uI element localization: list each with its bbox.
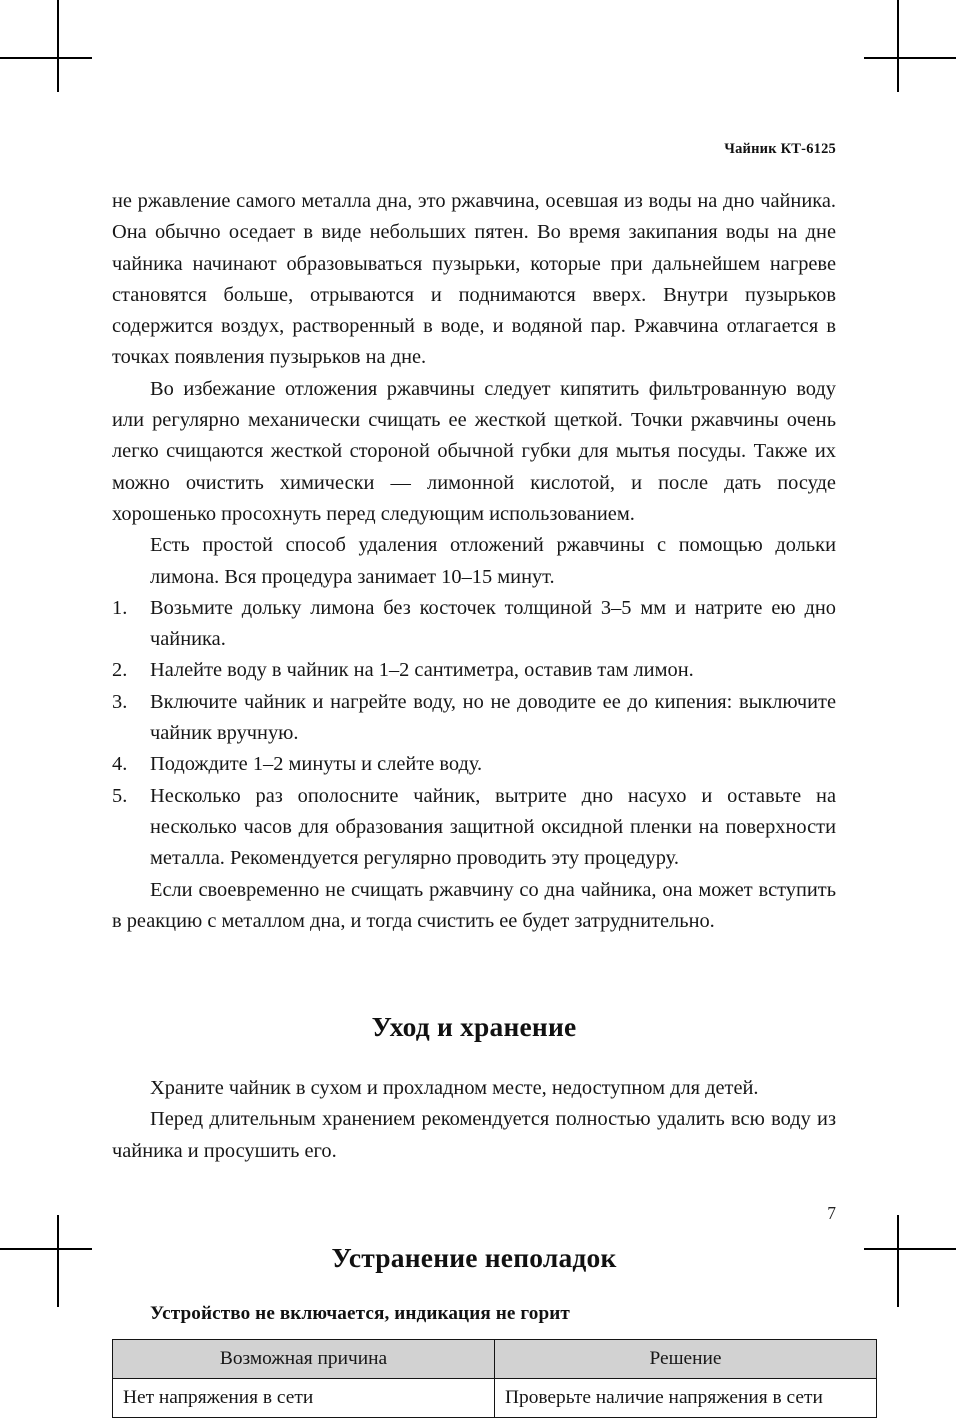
list-item: [112, 781, 836, 875]
list-item-text: Несколько раз ополосните чайник, вытрите дно насухо и оставьте на несколько часов для образования защитной оксидной пленки на поверхности металла. Рекомендуется регулярно проводить эту процедуру.: [150, 784, 836, 870]
table-header-row: [113, 1340, 877, 1379]
list-item-text: Включите чайник и нагрейте воду, но не доводите ее до кипения: выключите чайник вручную.: [150, 690, 836, 745]
paragraph-care-2: Перед длительным хранением рекомендуется полностью удалить всю воду из чайника и просушить его.: [112, 1108, 836, 1162]
table-body: [113, 1379, 877, 1418]
paragraph-care-1: Храните чайник в сухом и прохладном месте, недоступном для детей.: [150, 1077, 759, 1100]
paragraph-closing: Если своевременно не счищать ржавчину со дна чайника, она может вступить в реакцию с металлом дна, и тогда счистить ее будет затруднительно.: [112, 878, 836, 932]
page-number: 7: [827, 1203, 836, 1223]
section-heading-troubleshooting: Устранение неполадок: [331, 1242, 617, 1274]
list-item: [112, 687, 836, 750]
crop-mark-bottom-left-horizontal: [0, 1248, 92, 1250]
list-item: [112, 749, 836, 780]
list-item: [112, 655, 836, 686]
page-content: [112, 0, 836, 1409]
list-item-text: Подождите 1–2 минуты и слейте воду.: [150, 753, 483, 776]
paragraph-rust-origin: не ржавление самого металла дна, это ржавчина, осевшая из воды на дно чайника. Она обычно оседает в виде небольших пятен. Во время закипания воды на дне чайника начинают образовываться пузырьки, которые при дальнейшем нагреве становятся больше, отрываются и поднимаются вверх. Внутри пузырьков содержится воздух, растворенный в воде, и водяной пар. Ржавчина отлагается в точках появления пузырьков на дне.: [112, 190, 836, 369]
crop-mark-top-left-horizontal: [0, 57, 92, 59]
crop-mark-top-right-vertical: [897, 0, 899, 92]
crop-mark-bottom-right-vertical: [897, 1215, 899, 1307]
paragraph-lemon-intro: Есть простой способ удаления отложений ржавчины с помощью дольки лимона. Вся процедура занимает 10–15 минут.: [150, 534, 836, 588]
lemon-procedure-list: [112, 593, 836, 875]
table-cell-cause: Нет напряжения в сети: [113, 1379, 495, 1418]
table-cell-solution: Проверьте наличие напряжения в сети: [495, 1379, 877, 1418]
table-row: [113, 1379, 877, 1418]
table-column-header-solution: Решение: [495, 1340, 877, 1379]
list-item-text: Возьмите дольку лимона без косточек толщиной 3–5 мм и натрите ею дно чайника.: [150, 596, 836, 651]
paragraph-prevention: Во избежание отложения ржавчины следует кипятить фильтрованную воду или регулярно механически счищать ее жесткой щеткой. Точки ржавчины очень легко счищаются жесткой стороной обычной губки для мытья посуды. Также их можно очистить химически — лимонной кислотой, и после дать посуде хорошенько просохнуть перед следующим использованием.: [112, 377, 836, 525]
table-header: [113, 1340, 877, 1379]
crop-mark-top-right-horizontal: [864, 57, 956, 59]
list-item-text: Налейте воду в чайник на 1–2 сантиметра, оставив там лимон.: [150, 659, 694, 682]
list-item: [112, 593, 836, 656]
crop-mark-bottom-right-horizontal: [864, 1248, 956, 1250]
table-column-header-cause: Возможная причина: [113, 1340, 495, 1379]
section-heading-care: Уход и хранение: [371, 1011, 577, 1043]
subsection-heading-no-power: Устройство не включается, индикация не горит: [150, 1303, 570, 1325]
crop-mark-top-left-vertical: [57, 0, 59, 92]
body-text-block: [112, 186, 836, 1418]
crop-mark-bottom-left-vertical: [57, 1215, 59, 1307]
running-head: Чайник КТ-6125: [724, 141, 836, 157]
troubleshooting-table: [112, 1339, 877, 1418]
